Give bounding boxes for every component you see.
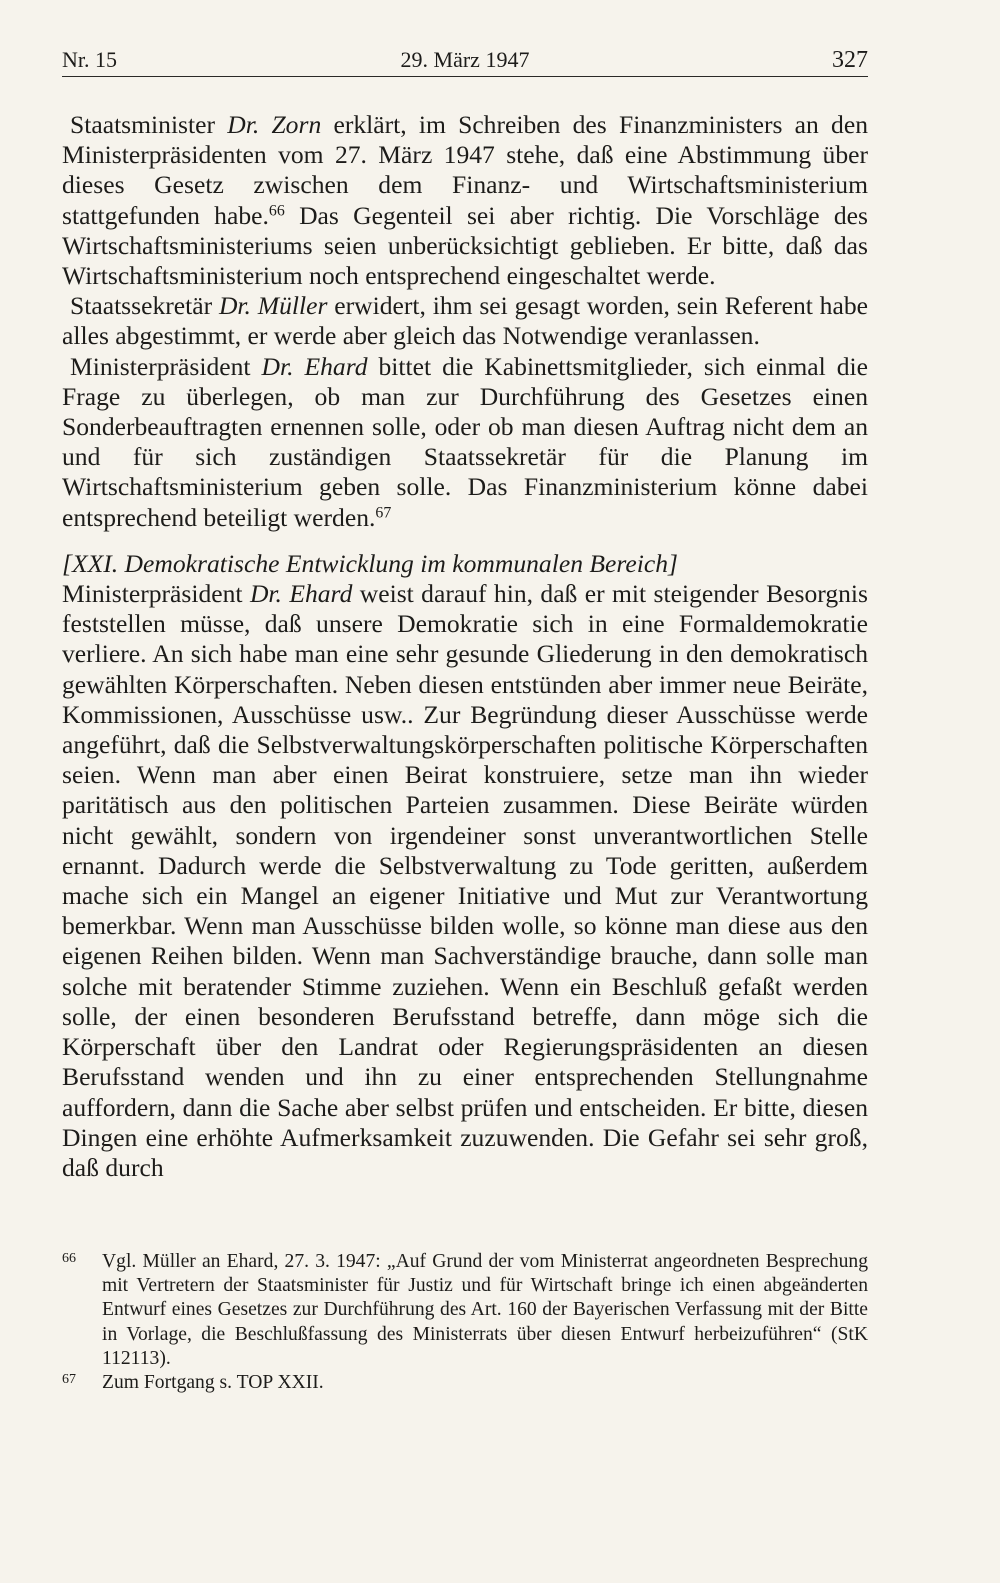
text-run: Staatsminister <box>70 110 228 139</box>
text-run: Ministerpräsident <box>62 579 250 609</box>
text-run: Ministerpräsident <box>70 351 262 381</box>
footnote-ref: 66 <box>268 201 285 219</box>
footnotes <box>62 1250 868 1395</box>
footnote-67 <box>62 1371 868 1395</box>
footnote-66 <box>62 1250 868 1371</box>
speaker-name: Dr. Ehard <box>261 351 368 381</box>
footnote-text: Vgl. Müller an Ehard, 27. 3. 1947: „Auf Grund der vom Ministerrat angeordneten Besprechung mit Vertretern der Staatsminister für Justiz und für Wirtschaft bringe ich einen abgeänderten Entwurf eines Gesetzes zur Durchführung des Art. 160 der Bayerischen Verfassung mit der Bitte in Vorlage, die Beschlußfassung des Ministerrats über diesen Entwurf herbeizuführen“ (StK 112113). <box>102 1251 868 1369</box>
header-date: 29. März 1947 <box>400 47 530 72</box>
speaker-name: Dr. Müller <box>218 291 328 321</box>
paragraph-ehard-1 <box>62 352 868 533</box>
text-run: Das Gegenteil sei aber richtig. Die Vorschläge des Wirtschaftsministeriums seien unberücksichtigt geblieben. Er bitte, daß das Wirtschaftsministerium noch entsprechend eingeschaltet werde. <box>62 200 868 291</box>
speaker-name: Dr. Zorn <box>227 110 322 139</box>
text-run: Staatssekretär <box>70 291 219 321</box>
footnote-number: 67 <box>62 1372 76 1388</box>
footnote-text: Zum Fortgang s. TOP XXII. <box>102 1372 324 1394</box>
section-heading: [XXI. Demokratische Entwicklung im kommunalen Bereich] <box>62 548 678 578</box>
paragraph-mueller <box>62 291 868 351</box>
running-head <box>62 44 868 77</box>
paragraph-ehard-2 <box>62 579 868 1183</box>
body-text <box>62 110 868 1183</box>
text-run: erklärt, im Schreiben des Finanzministers an den Ministerpräsidenten vom 27. März 1947 stehe, daß eine Abstimmung über dieses Gesetz zwischen dem Finanz- und Wirtschaftsministerium stattgefunden habe. <box>62 110 868 230</box>
speaker-name: Dr. Ehard <box>249 579 353 609</box>
text-run: weist darauf hin, daß er mit steigender Besorgnis feststellen müsse, daß unsere Demokratie sich in eine Formaldemokratie verliere. An sich habe man eine sehr gesunde Gliederung in den demokratisch gewählten Körperschaften. Neben diesen entstünden aber immer neue Beiräte, Kommissionen, Ausschüsse usw.. Zur Begründung dieser Ausschüsse werde angeführt, daß die Selbstverwaltungskörperschaften politische Körperschaften seien. Wenn man aber einen Beirat konstruiere, setze man ihn wieder paritätisch aus den politischen Parteien zusammen. Diese Beiräte würden nicht gewählt, sondern von irgendeiner sonst unverantwortlichen Stelle ernannt. Dadurch werde die Selbstverwaltung zu Tode geritten, außerdem mache sich ein Mangel an eigener Initiative und Mut zur Verantwortung bemerkbar. Wenn man Ausschüsse bilden wolle, so könne man diese aus den eigenen Reihen bilden. Wenn man Sachverständige brauche, dann solle man solche mit beratender Stimme zuziehen. Wenn ein Beschluß gefaßt werden solle, der einen besonderen Berufsstand betreffe, dann möge sich die Körperschaft über den Landrat oder Regierungspräsidenten an diesen Berufsstand wenden und ihn zu einer entsprechenden Stellungnahme auffordern, dann die Sache aber selbst prüfen und entscheiden. Er bitte, diesen Dingen eine erhöhte Aufmerksamkeit zuzuwenden. Die Gefahr sei sehr groß, daß durch <box>62 579 869 1182</box>
footnote-number: 66 <box>62 1251 76 1266</box>
paragraph-zorn <box>62 110 868 291</box>
page-number: 327 <box>832 47 868 73</box>
text-run: bittet die Kabinettsmitglieder, sich einmal die Frage zu überlegen, ob man zur Durchführung des Gesetzes einen Sonderbeauftragten ernennen solle, oder ob man diesen Auftrag nicht dem an und für sich zuständigen Staatssekretär für die Planung im Wirtschaftsministerium geben solle. Das Finanzministerium könne dabei entsprechend beteiligt werden. <box>62 351 868 532</box>
footnote-ref: 67 <box>375 503 392 521</box>
text-run: erwidert, ihm sei gesagt worden, sein Referent habe alles abgestimmt, er werde aber gleich das Notwendige veranlassen. <box>62 291 868 351</box>
issue-number: Nr. 15 <box>62 47 117 72</box>
